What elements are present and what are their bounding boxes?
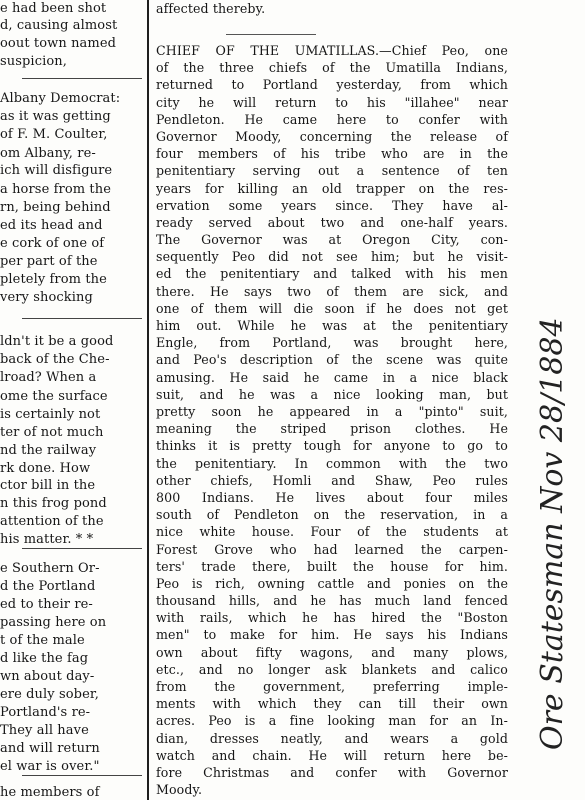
- article-line: The Governor was at Oregon City, con-: [156, 232, 508, 248]
- handwritten-annotation: [522, 210, 582, 770]
- left-column-line: suspicion,: [0, 54, 67, 69]
- left-column-line: ctor bill in the: [0, 478, 96, 493]
- left-column-clipping: [0, 0, 145, 800]
- left-column-line: ed to their re-: [0, 597, 93, 612]
- article-line: Governor Moody, concerning the release of: [156, 128, 508, 144]
- left-column-line: d the Portland: [0, 579, 96, 594]
- article-line: affected thereby.: [156, 1, 266, 16]
- left-column-line: wn about day-: [0, 669, 95, 684]
- left-column-line: ere duly sober,: [0, 687, 99, 702]
- left-column-line: a horse from the: [0, 182, 111, 197]
- article-line: there. He says two of them are sick, and: [156, 283, 508, 299]
- handwritten-note-text: Ore Statesman Nov 28/1884: [535, 317, 570, 750]
- article-headline-line: CHIEF OF THE UMATILLAS.—Chief Peo, one: [156, 43, 508, 59]
- section-rule: [22, 78, 142, 79]
- left-column-line: d, causing almost: [0, 18, 118, 33]
- left-column-line: rn, being behind: [0, 200, 111, 215]
- article-line: south of Pendleton on the reservation, in a: [156, 507, 508, 523]
- left-column-line: as it was getting: [0, 109, 111, 124]
- article-line: watch and chain. He will return here be-: [156, 747, 508, 763]
- article-line: the penitentiary. In common with the two: [156, 455, 508, 471]
- article-chief-of-the-umatillas: [156, 0, 516, 800]
- left-column-line: attention of the: [0, 514, 104, 529]
- article-line: penitentiary serving out a sentence of ten: [156, 163, 508, 179]
- section-rule: [22, 775, 142, 776]
- left-column-line: lroad? When a: [0, 370, 97, 385]
- left-column-line: ich will disfigure: [0, 163, 113, 178]
- left-column-line: e Southern Or-: [0, 561, 100, 576]
- section-rule: [22, 548, 142, 549]
- article-line: one of them will die soon if he does not get: [156, 300, 508, 316]
- article-line: Moody.: [156, 782, 203, 798]
- handwritten-note-graphic: [522, 210, 582, 770]
- left-column-line: d like the fag: [0, 651, 89, 666]
- article-line: Pendleton. He came here to confer with: [156, 111, 508, 127]
- article-line: Peo is rich, owning cattle and ponies on the: [156, 575, 508, 591]
- article-line: suit, and he was a nice looking man, but: [156, 386, 508, 402]
- article-line: with rails, which he has hired the "Boston: [156, 610, 508, 626]
- article-line: acres. Peo is a fine looking man for an In-: [156, 713, 508, 729]
- article-line: from the government, preferring imple-: [156, 679, 508, 695]
- article-line: city he will return to his "illahee" near: [156, 94, 508, 110]
- article-line: Forest Grove who had learned the carpen-: [156, 541, 508, 557]
- left-column-line: of F. M. Coulter,: [0, 127, 108, 142]
- left-column-line: and will return: [0, 741, 100, 756]
- left-column-line: n this frog pond: [0, 496, 107, 511]
- article-line: returned to Portland yesterday, from which: [156, 77, 508, 93]
- article-line: etc., and no longer ask blankets and calico: [156, 661, 508, 677]
- article-line: dian, dresses neatly, and wears a gold: [156, 730, 508, 746]
- article-line: years for killing an old trapper on the res-: [156, 180, 508, 196]
- headline-separator: [226, 34, 316, 35]
- left-column-line: t of the male: [0, 633, 85, 648]
- left-column-line: ter of not much: [0, 425, 104, 440]
- left-column-line: el war is over.": [0, 759, 100, 774]
- article-line: own about fifty wagons, and many plows,: [156, 644, 508, 660]
- left-column-line: ed its head and: [0, 218, 103, 233]
- left-column-line: They all have: [0, 723, 89, 738]
- left-column-line: back of the Che-: [0, 352, 110, 367]
- article-line: 800 Indians. He lives about four miles: [156, 489, 508, 505]
- left-column-line: rk done. How: [0, 461, 91, 476]
- article-line: of the three chiefs of the Umatilla Indians,: [156, 60, 508, 76]
- article-line: ready served about two and one-half years.: [156, 214, 508, 230]
- article-line: ed the penitentiary and talked with his men: [156, 266, 508, 282]
- article-line: thousand hills, and he has much land fenced: [156, 593, 508, 609]
- left-column-line: passing here on: [0, 615, 107, 630]
- left-column-line: he members of: [0, 785, 100, 800]
- article-line: amusing. He said he came in a nice black: [156, 369, 508, 385]
- article-line: fore Christmas and confer with Governor: [156, 765, 508, 780]
- left-column-line: is certainly not: [0, 407, 101, 422]
- article-line: men" to make for him. He says his Indians: [156, 627, 508, 643]
- left-column-line: e cork of one of: [0, 236, 105, 251]
- left-column-line: nd the railway: [0, 443, 97, 458]
- article-line: meaning the striped prison clothes. He: [156, 421, 508, 437]
- left-column-line: his matter. * *: [0, 532, 94, 547]
- left-column-line: Albany Democrat:: [0, 91, 121, 106]
- article-line: sequently Peo did not see him; but he visit-: [156, 249, 508, 265]
- article-line: and Peo's description of the scene was quite: [156, 352, 508, 368]
- article-line: Engle, from Portland, was brought here,: [156, 335, 508, 351]
- article-line: other chiefs, Homli and Shaw, Peo rules: [156, 472, 508, 488]
- article-line: ments with which they can till their own: [156, 696, 508, 712]
- left-column-line: om Albany, re-: [0, 146, 96, 161]
- section-rule: [22, 318, 142, 319]
- left-column-line: pletely from the: [0, 272, 107, 287]
- left-column-line: ome the surface: [0, 389, 108, 404]
- left-column-line: very shocking: [0, 290, 93, 305]
- left-column-line: Portland's re-: [0, 705, 91, 720]
- column-divider: [147, 0, 149, 800]
- article-line: thinks it is pretty tough for anyone to go to: [156, 438, 508, 454]
- left-column-line: per part of the: [0, 254, 98, 269]
- article-line: ters' trade there, built the house for him.: [156, 558, 508, 574]
- article-line: him out. While he was at the penitentiary: [156, 318, 508, 334]
- article-line: four members of his tribe who are in the: [156, 146, 508, 162]
- left-column-line: e had been shot: [0, 1, 107, 16]
- left-column-line: ldn't it be a good: [0, 334, 114, 349]
- article-line: pretty soon he appeared in a "pinto" suit,: [156, 404, 508, 419]
- article-line: ervation some years since. They have al-: [156, 197, 508, 213]
- article-line: nice white house. Four of the students at: [156, 524, 508, 540]
- left-column-line: oout town named: [0, 36, 117, 51]
